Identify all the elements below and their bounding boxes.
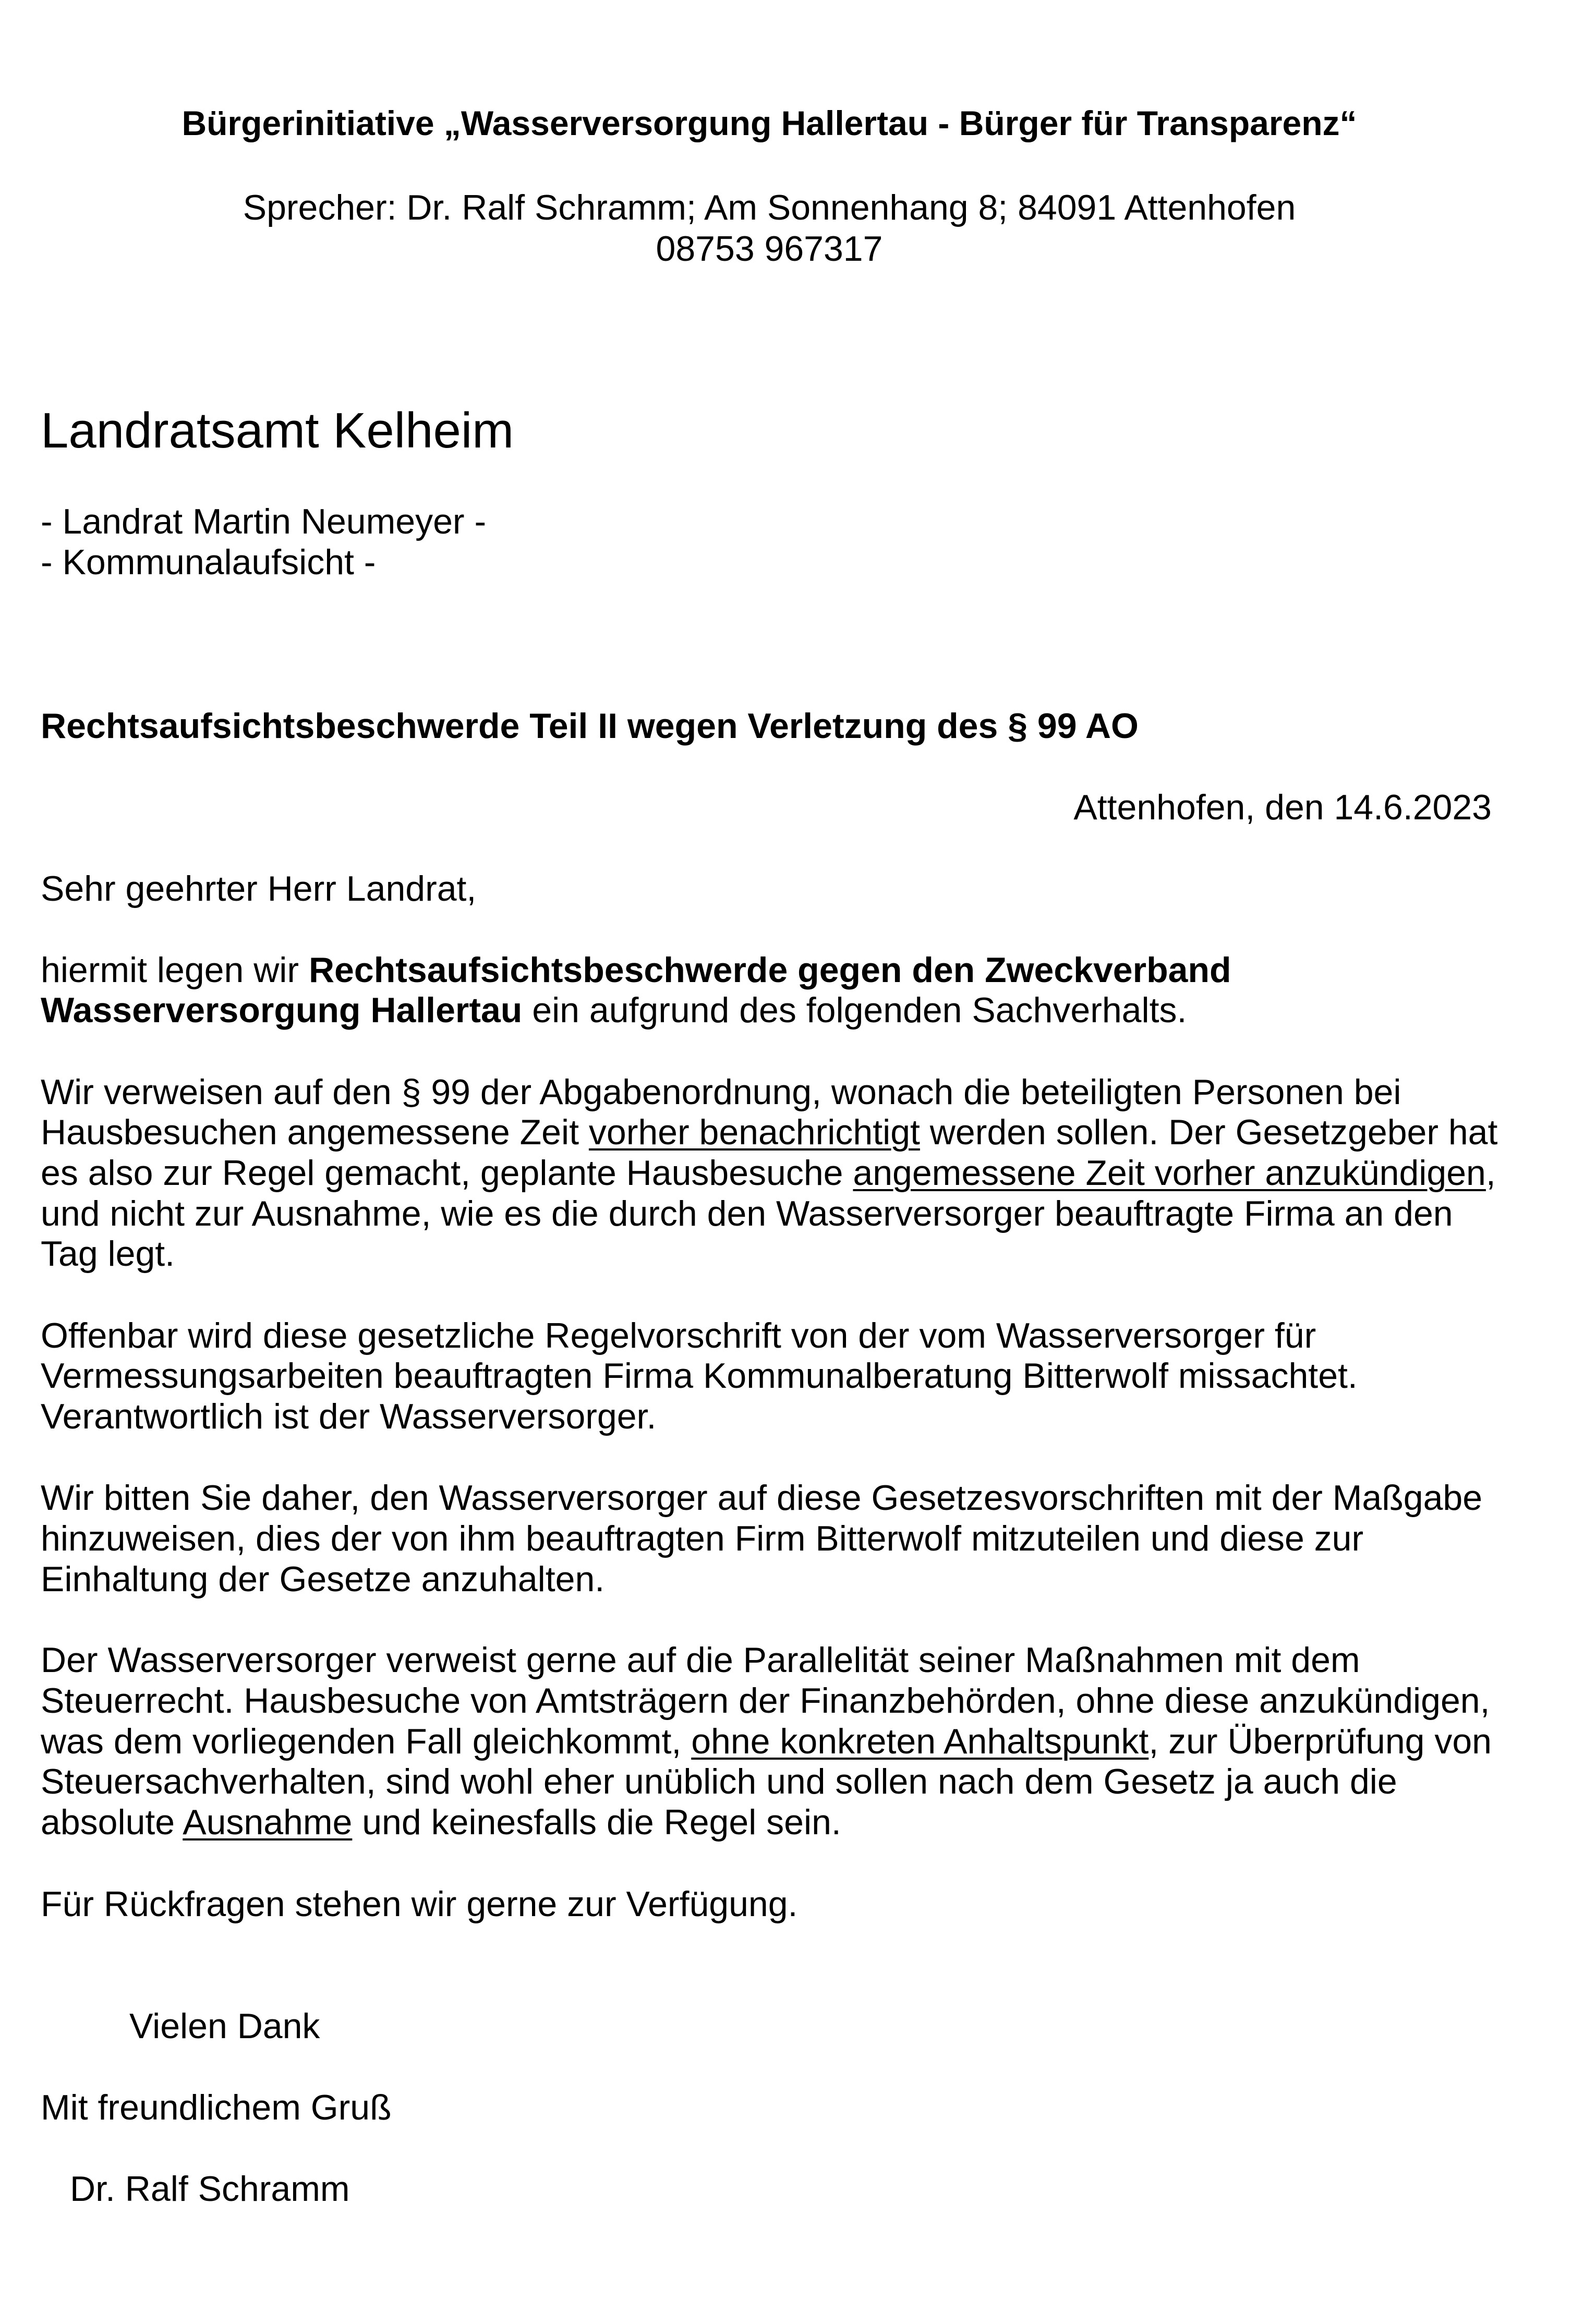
thanks-line: Vielen Dank xyxy=(129,2006,320,2046)
paragraph-2-line-4: und nicht zur Ausnahme, wie es die durch den Wasserversorger beauftragte Firma an den xyxy=(41,1194,1453,1233)
recipient-line-1: - Landrat Martin Neumeyer - xyxy=(41,502,487,541)
paragraph-4-line-3: Einhaltung der Gesetze anzuhalten. xyxy=(41,1559,605,1599)
text-span: absolute xyxy=(41,1802,183,1842)
text-span: , xyxy=(1485,1153,1496,1193)
paragraph-5-line-5 xyxy=(41,1802,841,1842)
text-span: Hausbesuchen angemessene Zeit xyxy=(41,1112,589,1152)
recipient-line-2: - Kommunalaufsicht - xyxy=(41,542,376,582)
text-span: , zur Überprüfung von xyxy=(1148,1722,1492,1761)
emphasis-text: Rechtsaufsichtsbeschwerde gegen den Zweckverband xyxy=(308,950,1231,990)
subject-line: Rechtsaufsichtsbeschwerde Teil II wegen Verletzung des § 99 AO xyxy=(41,706,1139,746)
paragraph-4-line-2: hinzuweisen, dies der von ihm beauftragten Firm Bitterwolf mitzuteilen und diese zur xyxy=(41,1519,1364,1558)
paragraph-2-line-3 xyxy=(41,1155,1496,1191)
underlined-text: vorher benachrichtigt xyxy=(588,1112,920,1152)
closing-line: Mit freundlichem Gruß xyxy=(41,2088,392,2127)
paragraph-5-line-2: Steuerrecht. Hausbesuche von Amtsträgern der Finanzbehörden, ohne diese anzukündigen, xyxy=(41,1681,1490,1721)
letterhead-speaker: Sprecher: Dr. Ralf Schramm; Am Sonnenhang 8; 84091 Attenhofen xyxy=(243,188,1296,227)
text-span: ein aufgrund des folgenden Sachverhalts. xyxy=(522,990,1187,1030)
paragraph-6: Für Rückfragen stehen wir gerne zur Verfügung. xyxy=(41,1884,798,1924)
text-span: hiermit legen wir xyxy=(41,950,309,990)
paragraph-2-line-1: Wir verweisen auf den § 99 der Abgabenordnung, wonach die beteiligten Personen bei xyxy=(41,1072,1401,1112)
paragraph-2-line-2 xyxy=(41,1112,1498,1152)
paragraph-1-line-2 xyxy=(41,992,1187,1028)
underlined-text: ohne konkreten Anhaltspunkt xyxy=(691,1722,1149,1761)
text-span: werden sollen. Der Gesetzgeber hat xyxy=(920,1112,1498,1152)
text-span: was dem vorliegenden Fall gleichkommt, xyxy=(41,1722,692,1761)
text-span: und keinesfalls die Regel sein. xyxy=(352,1802,841,1842)
paragraph-1-line-1 xyxy=(41,952,1231,988)
paragraph-3-line-1: Offenbar wird diese gesetzliche Regelvorschrift von der vom Wasserversorger für xyxy=(41,1316,1316,1355)
underlined-text: angemessene Zeit vorher anzukündigen xyxy=(853,1153,1486,1193)
signature-name: Dr. Ralf Schramm xyxy=(70,2169,350,2209)
letterhead-phone: 08753 967317 xyxy=(656,229,883,269)
salutation: Sehr geehrter Herr Landrat, xyxy=(41,869,477,909)
emphasis-text: Wasserversorgung Hallertau xyxy=(41,990,523,1030)
letterhead-title: Bürgerinitiative „Wasserversorgung Hallertau - Bürger für Transparenz“ xyxy=(182,104,1357,142)
paragraph-3-line-3: Verantwortlich ist der Wasserversorger. xyxy=(41,1397,657,1436)
paragraph-3-line-2: Vermessungsarbeiten beauftragten Firma Kommunalberatung Bitterwolf missachtet. xyxy=(41,1356,1358,1396)
paragraph-5-line-1: Der Wasserversorger verweist gerne auf die Parallelität seiner Maßnahmen mit dem xyxy=(41,1640,1360,1680)
text-span: es also zur Regel gemacht, geplante Hausbesuche xyxy=(41,1153,853,1193)
recipient-name: Landratsamt Kelheim xyxy=(41,403,514,458)
paragraph-2-line-5: Tag legt. xyxy=(41,1234,175,1274)
underlined-text: Ausnahme xyxy=(183,1802,353,1842)
place-date: Attenhofen, den 14.6.2023 xyxy=(1073,788,1492,827)
paragraph-5-line-4: Steuersachverhalten, sind wohl eher unüblich und sollen nach dem Gesetz ja auch die xyxy=(41,1762,1397,1801)
paragraph-5-line-3 xyxy=(41,1724,1492,1759)
paragraph-4-line-1: Wir bitten Sie daher, den Wasserversorger auf diese Gesetzesvorschriften mit der Maßgabe xyxy=(41,1478,1483,1518)
